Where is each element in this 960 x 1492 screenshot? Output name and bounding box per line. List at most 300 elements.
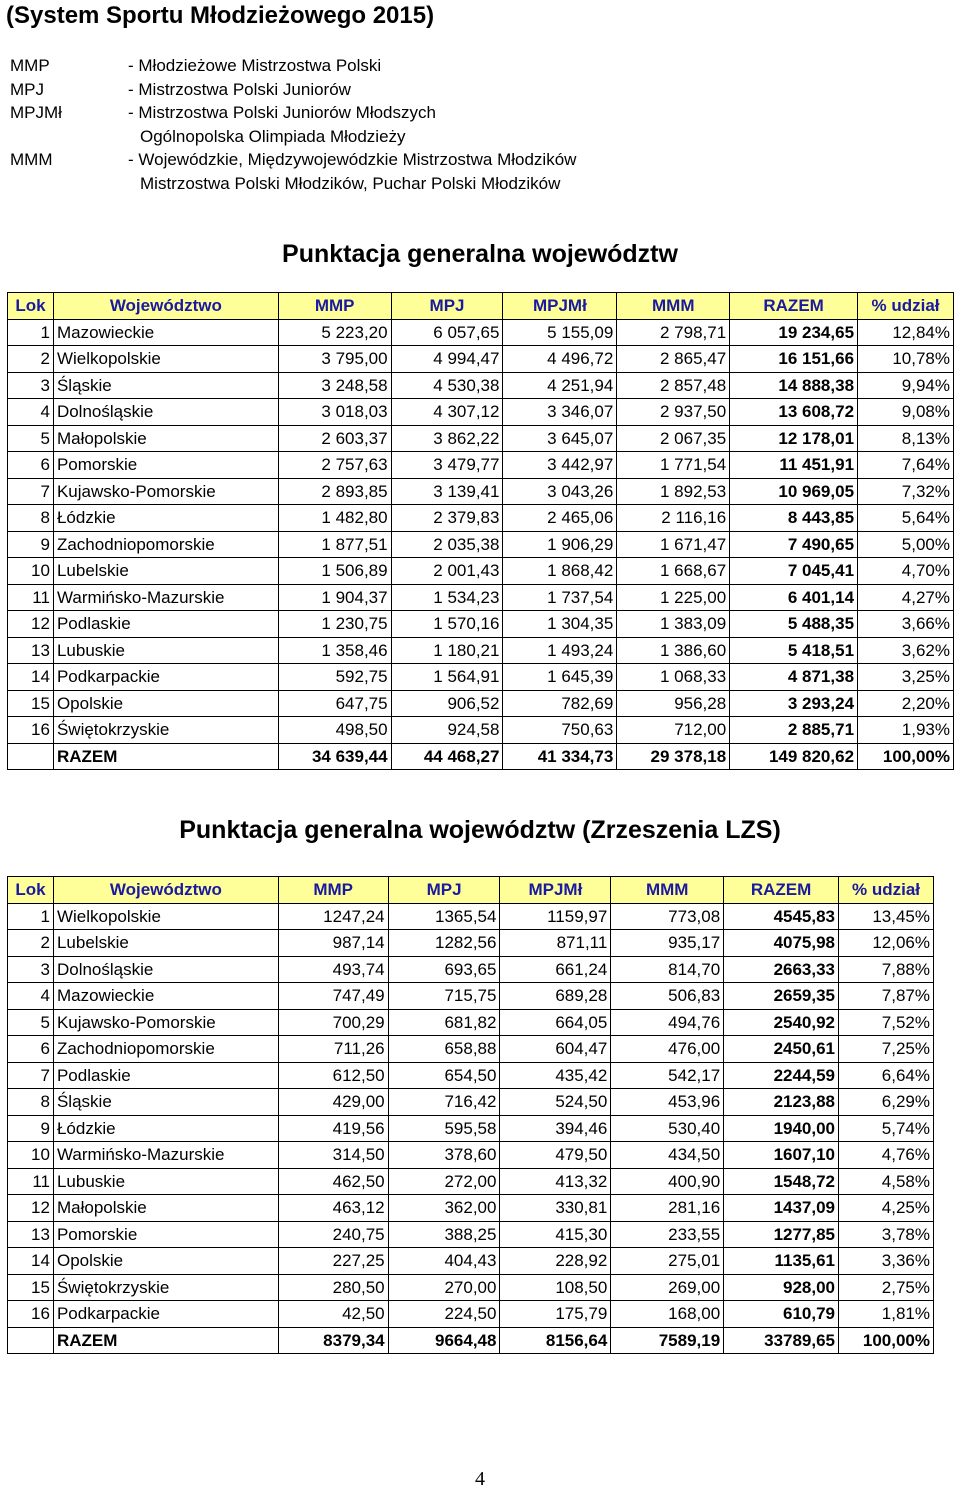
cell-mpjml: 689,28 <box>500 983 611 1010</box>
cell-mpjml: 1 868,42 <box>503 558 617 585</box>
cell-mpjml: 1 493,24 <box>503 637 617 664</box>
cell-udzial: 7,25% <box>839 1036 934 1063</box>
cell-wojewodztwo: Pomorskie <box>53 452 278 479</box>
cell-razem: 5 488,35 <box>730 611 858 638</box>
table-row <box>8 1221 934 1248</box>
table-row <box>8 346 954 373</box>
abbreviation-description: - Młodzieżowe Mistrzostwa Polski <box>128 56 382 75</box>
cell-mpj: 362,00 <box>388 1195 500 1222</box>
cell-razem: 7 045,41 <box>730 558 858 585</box>
cell-wojewodztwo: Kujawsko-Pomorskie <box>53 478 278 505</box>
cell-wojewodztwo: Wielkopolskie <box>53 903 278 930</box>
cell-mpjml: 871,11 <box>500 930 611 957</box>
cell-mpj: 924,58 <box>391 717 503 744</box>
cell-razem: 13 608,72 <box>730 399 858 426</box>
cell-udzial: 5,64% <box>858 505 954 532</box>
cell-razem: 8 443,85 <box>730 505 858 532</box>
cell-udzial: 3,36% <box>839 1248 934 1275</box>
cell-razem: 6 401,14 <box>730 584 858 611</box>
cell-mmm: 1 671,47 <box>617 531 730 558</box>
cell-lok: 3 <box>8 372 54 399</box>
cell-lok: 9 <box>8 531 54 558</box>
cell-lok: 8 <box>8 505 54 532</box>
cell-mpj: 1 570,16 <box>391 611 503 638</box>
cell-lok: 1 <box>8 319 54 346</box>
cell-mpj: 2 001,43 <box>391 558 503 585</box>
cell-wojewodztwo: Dolnośląskie <box>53 399 278 426</box>
cell-mmm: 1 892,53 <box>617 478 730 505</box>
table-row <box>8 983 934 1010</box>
cell-mpj: 715,75 <box>388 983 500 1010</box>
cell-udzial: 1,81% <box>839 1301 934 1328</box>
cell-lok: 14 <box>8 1248 54 1275</box>
cell-udzial: 7,88% <box>839 956 934 983</box>
cell-mmp: 280,50 <box>278 1274 388 1301</box>
abbreviation-row <box>10 172 930 196</box>
cell-mmp: 498,50 <box>278 717 391 744</box>
cell-mpj: 3 139,41 <box>391 478 503 505</box>
cell-lok: 10 <box>8 1142 54 1169</box>
cell-mpjml: 604,47 <box>500 1036 611 1063</box>
cell-lok: 4 <box>8 983 54 1010</box>
cell-wojewodztwo: Mazowieckie <box>53 983 278 1010</box>
cell-mpj: 224,50 <box>388 1301 500 1328</box>
cell-wojewodztwo: Zachodniopomorskie <box>53 1036 278 1063</box>
abbreviation-code: MPJMł <box>10 103 62 122</box>
cell-lok: 15 <box>8 690 54 717</box>
cell-mpjml: 524,50 <box>500 1089 611 1116</box>
table2-title-suffix: (Zrzeszenia LZS) <box>575 816 781 844</box>
cell-mpj: 1 534,23 <box>391 584 503 611</box>
cell-udzial: 7,32% <box>858 478 954 505</box>
abbreviation-list <box>10 54 930 195</box>
table-row <box>8 1301 934 1328</box>
cell-wojewodztwo: Lubelskie <box>53 930 278 957</box>
total-cell-lok <box>8 1327 54 1354</box>
cell-wojewodztwo: Małopolskie <box>53 1195 278 1222</box>
cell-mmm: 269,00 <box>611 1274 724 1301</box>
cell-udzial: 4,76% <box>839 1142 934 1169</box>
table-row <box>8 690 954 717</box>
cell-mmm: 773,08 <box>611 903 724 930</box>
cell-udzial: 2,20% <box>858 690 954 717</box>
cell-udzial: 10,78% <box>858 346 954 373</box>
page-number: 4 <box>475 1468 485 1490</box>
cell-wojewodztwo: Opolskie <box>53 1248 278 1275</box>
cell-lok: 5 <box>8 425 54 452</box>
table-row <box>8 505 954 532</box>
table-row <box>8 1274 934 1301</box>
cell-mmp: 1 877,51 <box>278 531 391 558</box>
total-row <box>8 1327 934 1354</box>
total-cell-mmm: 7589,19 <box>611 1327 724 1354</box>
cell-razem: 1277,85 <box>724 1221 839 1248</box>
column-header-mmm: MMM <box>611 877 724 904</box>
cell-mmp: 2 893,85 <box>278 478 391 505</box>
cell-mmm: 814,70 <box>611 956 724 983</box>
cell-wojewodztwo: Świętokrzyskie <box>53 717 278 744</box>
cell-lok: 4 <box>8 399 54 426</box>
table1-title <box>0 240 960 269</box>
cell-mmp: 493,74 <box>278 956 388 983</box>
cell-mmp: 711,26 <box>278 1036 388 1063</box>
cell-razem: 610,79 <box>724 1301 839 1328</box>
cell-udzial: 5,74% <box>839 1115 934 1142</box>
table-row <box>8 664 954 691</box>
cell-mpj: 4 307,12 <box>391 399 503 426</box>
abbreviation-code: MPJ <box>10 79 44 99</box>
abbreviation-row <box>10 54 930 78</box>
cell-mmp: 462,50 <box>278 1168 388 1195</box>
cell-wojewodztwo: Łódzkie <box>53 505 278 532</box>
column-header-mpjml: MPJMł <box>500 877 611 904</box>
abbreviation-description: Ogólnopolska Olimpiada Młodzieży <box>140 126 406 146</box>
cell-razem: 2659,35 <box>724 983 839 1010</box>
cell-wojewodztwo: Podlaskie <box>53 611 278 638</box>
column-header-udzial: % udział <box>858 293 954 320</box>
cell-mmp: 592,75 <box>278 664 391 691</box>
table-row <box>8 1168 934 1195</box>
cell-udzial: 6,64% <box>839 1062 934 1089</box>
cell-mmm: 1 386,60 <box>617 637 730 664</box>
cell-razem: 3 293,24 <box>730 690 858 717</box>
total-cell-mmp: 8379,34 <box>278 1327 388 1354</box>
cell-lok: 15 <box>8 1274 54 1301</box>
cell-wojewodztwo: Podkarpackie <box>53 1301 278 1328</box>
cell-lok: 3 <box>8 956 54 983</box>
cell-lok: 14 <box>8 664 54 691</box>
table2-title-main: Punktacja generalna województw <box>179 816 576 844</box>
total-cell-mmp: 34 639,44 <box>278 743 391 770</box>
cell-wojewodztwo: Świętokrzyskie <box>53 1274 278 1301</box>
cell-mpjml: 435,42 <box>500 1062 611 1089</box>
ranking-table-lzs <box>7 876 934 1354</box>
cell-mmm: 1 225,00 <box>617 584 730 611</box>
cell-razem: 12 178,01 <box>730 425 858 452</box>
cell-mpj: 272,00 <box>388 1168 500 1195</box>
column-header-lok: Lok <box>8 293 54 320</box>
cell-udzial: 7,87% <box>839 983 934 1010</box>
table-row <box>8 372 954 399</box>
cell-lok: 12 <box>8 611 54 638</box>
cell-mpjml: 3 043,26 <box>503 478 617 505</box>
cell-mmm: 712,00 <box>617 717 730 744</box>
cell-mmp: 2 603,37 <box>278 425 391 452</box>
cell-mmm: 494,76 <box>611 1009 724 1036</box>
cell-wojewodztwo: Śląskie <box>53 372 278 399</box>
cell-mmp: 647,75 <box>278 690 391 717</box>
cell-udzial: 13,45% <box>839 903 934 930</box>
cell-wojewodztwo: Lubuskie <box>53 1168 278 1195</box>
cell-wojewodztwo: Zachodniopomorskie <box>53 531 278 558</box>
cell-udzial: 9,94% <box>858 372 954 399</box>
table-row <box>8 478 954 505</box>
cell-lok: 7 <box>8 1062 54 1089</box>
cell-mmm: 1 068,33 <box>617 664 730 691</box>
cell-udzial: 4,70% <box>858 558 954 585</box>
cell-mmp: 5 223,20 <box>278 319 391 346</box>
cell-lok: 16 <box>8 717 54 744</box>
column-header-razem: RAZEM <box>730 293 858 320</box>
cell-lok: 2 <box>8 930 54 957</box>
cell-razem: 4075,98 <box>724 930 839 957</box>
cell-mmm: 1 771,54 <box>617 452 730 479</box>
cell-lok: 7 <box>8 478 54 505</box>
cell-mmp: 419,56 <box>278 1115 388 1142</box>
cell-mpjml: 3 442,97 <box>503 452 617 479</box>
cell-razem: 1437,09 <box>724 1195 839 1222</box>
column-header-mpjml: MPJMł <box>503 293 617 320</box>
cell-mmm: 275,01 <box>611 1248 724 1275</box>
table-row <box>8 903 934 930</box>
cell-udzial: 3,78% <box>839 1221 934 1248</box>
cell-mpj: 1365,54 <box>388 903 500 930</box>
cell-mpjml: 1 906,29 <box>503 531 617 558</box>
column-header-mmm: MMM <box>617 293 730 320</box>
cell-wojewodztwo: Mazowieckie <box>53 319 278 346</box>
cell-mpjml: 782,69 <box>503 690 617 717</box>
cell-mpj: 906,52 <box>391 690 503 717</box>
cell-mmp: 240,75 <box>278 1221 388 1248</box>
cell-udzial: 4,27% <box>858 584 954 611</box>
cell-udzial: 2,75% <box>839 1274 934 1301</box>
table-row <box>8 956 934 983</box>
cell-razem: 4 871,38 <box>730 664 858 691</box>
cell-mpjml: 4 251,94 <box>503 372 617 399</box>
cell-mpj: 6 057,65 <box>391 319 503 346</box>
cell-wojewodztwo: Pomorskie <box>53 1221 278 1248</box>
cell-wojewodztwo: Śląskie <box>53 1089 278 1116</box>
table-row <box>8 1195 934 1222</box>
cell-mpj: 693,65 <box>388 956 500 983</box>
table-row <box>8 1248 934 1275</box>
cell-mpjml: 1159,97 <box>500 903 611 930</box>
cell-udzial: 12,84% <box>858 319 954 346</box>
cell-razem: 5 418,51 <box>730 637 858 664</box>
cell-udzial: 8,13% <box>858 425 954 452</box>
cell-mmm: 476,00 <box>611 1036 724 1063</box>
cell-lok: 6 <box>8 452 54 479</box>
cell-mmm: 2 865,47 <box>617 346 730 373</box>
cell-mpjml: 108,50 <box>500 1274 611 1301</box>
cell-razem: 14 888,38 <box>730 372 858 399</box>
cell-lok: 16 <box>8 1301 54 1328</box>
cell-mpjml: 175,79 <box>500 1301 611 1328</box>
ranking-table-general <box>7 292 954 770</box>
cell-wojewodztwo: Lubuskie <box>53 637 278 664</box>
cell-mpjml: 415,30 <box>500 1221 611 1248</box>
cell-mmm: 530,40 <box>611 1115 724 1142</box>
abbreviation-row <box>10 78 930 102</box>
cell-razem: 1135,61 <box>724 1248 839 1275</box>
cell-mmm: 1 668,67 <box>617 558 730 585</box>
cell-udzial: 3,25% <box>858 664 954 691</box>
cell-wojewodztwo: Małopolskie <box>53 425 278 452</box>
table-row <box>8 425 954 452</box>
total-cell-razem: 33789,65 <box>724 1327 839 1354</box>
abbreviation-row <box>10 148 930 172</box>
cell-lok: 6 <box>8 1036 54 1063</box>
cell-mpj: 658,88 <box>388 1036 500 1063</box>
table-row <box>8 531 954 558</box>
table-row <box>8 717 954 744</box>
abbreviation-description: - Wojewódzkie, Międzywojewódzkie Mistrzostwa Młodzików <box>128 150 577 169</box>
cell-razem: 11 451,91 <box>730 452 858 479</box>
cell-razem: 1607,10 <box>724 1142 839 1169</box>
cell-mpj: 1282,56 <box>388 930 500 957</box>
abbreviation-description: - Mistrzostwa Polski Juniorów Młodszych <box>128 103 436 122</box>
cell-mmm: 2 067,35 <box>617 425 730 452</box>
cell-wojewodztwo: Opolskie <box>53 690 278 717</box>
cell-mpj: 388,25 <box>388 1221 500 1248</box>
cell-razem: 2244,59 <box>724 1062 839 1089</box>
cell-razem: 1548,72 <box>724 1168 839 1195</box>
table-row <box>8 452 954 479</box>
table-row <box>8 558 954 585</box>
table-row <box>8 319 954 346</box>
cell-udzial: 1,93% <box>858 717 954 744</box>
cell-mmp: 612,50 <box>278 1062 388 1089</box>
total-cell-udzial: 100,00% <box>858 743 954 770</box>
cell-mmm: 542,17 <box>611 1062 724 1089</box>
table-row <box>8 1009 934 1036</box>
cell-mmp: 463,12 <box>278 1195 388 1222</box>
column-header-mpj: MPJ <box>388 877 500 904</box>
cell-wojewodztwo: Podkarpackie <box>53 664 278 691</box>
cell-mmp: 3 018,03 <box>278 399 391 426</box>
cell-mmp: 2 757,63 <box>278 452 391 479</box>
table-row <box>8 1089 934 1116</box>
table-row <box>8 399 954 426</box>
cell-wojewodztwo: Dolnośląskie <box>53 956 278 983</box>
cell-mpj: 1 180,21 <box>391 637 503 664</box>
cell-mpj: 4 994,47 <box>391 346 503 373</box>
column-header-mmp: MMP <box>278 877 388 904</box>
cell-udzial: 4,25% <box>839 1195 934 1222</box>
cell-udzial: 5,00% <box>858 531 954 558</box>
table-row <box>8 930 934 957</box>
abbreviation-code <box>10 172 128 196</box>
cell-mmm: 506,83 <box>611 983 724 1010</box>
document-heading: (System Sportu Młodzieżowego 2015) <box>6 2 435 29</box>
table1-title-main: Punktacja generalna województw <box>282 240 678 268</box>
cell-razem: 2123,88 <box>724 1089 839 1116</box>
table-row <box>8 1062 934 1089</box>
cell-mpj: 716,42 <box>388 1089 500 1116</box>
cell-mpj: 2 379,83 <box>391 505 503 532</box>
cell-razem: 7 490,65 <box>730 531 858 558</box>
cell-mmp: 747,49 <box>278 983 388 1010</box>
cell-razem: 2663,33 <box>724 956 839 983</box>
cell-mmm: 935,17 <box>611 930 724 957</box>
total-cell-wojewodztwo: RAZEM <box>53 743 278 770</box>
cell-mpj: 4 530,38 <box>391 372 503 399</box>
cell-lok: 5 <box>8 1009 54 1036</box>
cell-mmp: 3 248,58 <box>278 372 391 399</box>
abbreviation-description: Mistrzostwa Polski Młodzików, Puchar Polski Młodzików <box>140 173 561 193</box>
cell-lok: 2 <box>8 346 54 373</box>
cell-wojewodztwo: Wielkopolskie <box>53 346 278 373</box>
cell-udzial: 9,08% <box>858 399 954 426</box>
cell-mmm: 2 116,16 <box>617 505 730 532</box>
cell-lok: 13 <box>8 1221 54 1248</box>
cell-mmp: 1 358,46 <box>278 637 391 664</box>
cell-razem: 2450,61 <box>724 1036 839 1063</box>
table-row <box>8 1115 934 1142</box>
cell-udzial: 12,06% <box>839 930 934 957</box>
cell-lok: 13 <box>8 637 54 664</box>
cell-razem: 10 969,05 <box>730 478 858 505</box>
abbreviation-row <box>10 101 930 125</box>
cell-razem: 1940,00 <box>724 1115 839 1142</box>
cell-mpjml: 664,05 <box>500 1009 611 1036</box>
cell-mpj: 378,60 <box>388 1142 500 1169</box>
cell-lok: 11 <box>8 584 54 611</box>
cell-wojewodztwo: Warmińsko-Mazurskie <box>53 584 278 611</box>
cell-mpjml: 330,81 <box>500 1195 611 1222</box>
cell-mpj: 595,58 <box>388 1115 500 1142</box>
cell-udzial: 7,52% <box>839 1009 934 1036</box>
cell-razem: 2540,92 <box>724 1009 839 1036</box>
cell-mpj: 1 564,91 <box>391 664 503 691</box>
cell-lok: 11 <box>8 1168 54 1195</box>
cell-mpj: 270,00 <box>388 1274 500 1301</box>
cell-mmp: 700,29 <box>278 1009 388 1036</box>
total-cell-mmm: 29 378,18 <box>617 743 730 770</box>
cell-lok: 10 <box>8 558 54 585</box>
cell-mpjml: 394,46 <box>500 1115 611 1142</box>
cell-mmm: 453,96 <box>611 1089 724 1116</box>
cell-udzial: 3,66% <box>858 611 954 638</box>
cell-wojewodztwo: Warmińsko-Mazurskie <box>53 1142 278 1169</box>
cell-mpjml: 750,63 <box>503 717 617 744</box>
total-cell-razem: 149 820,62 <box>730 743 858 770</box>
cell-udzial: 7,64% <box>858 452 954 479</box>
cell-lok: 1 <box>8 903 54 930</box>
cell-udzial: 6,29% <box>839 1089 934 1116</box>
column-header-udzial: % udział <box>839 877 934 904</box>
cell-mmm: 2 798,71 <box>617 319 730 346</box>
cell-wojewodztwo: Lubelskie <box>53 558 278 585</box>
cell-mpjml: 661,24 <box>500 956 611 983</box>
total-cell-mpjml: 8156,64 <box>500 1327 611 1354</box>
cell-wojewodztwo: Podlaskie <box>53 1062 278 1089</box>
cell-mmp: 1247,24 <box>278 903 388 930</box>
total-cell-mpj: 9664,48 <box>388 1327 500 1354</box>
abbreviation-row <box>10 125 930 149</box>
cell-mmp: 987,14 <box>278 930 388 957</box>
cell-mpjml: 3 346,07 <box>503 399 617 426</box>
cell-mmm: 400,90 <box>611 1168 724 1195</box>
cell-lok: 9 <box>8 1115 54 1142</box>
cell-mpj: 2 035,38 <box>391 531 503 558</box>
cell-mmm: 168,00 <box>611 1301 724 1328</box>
cell-mpjml: 228,92 <box>500 1248 611 1275</box>
cell-mpjml: 1 737,54 <box>503 584 617 611</box>
column-header-mpj: MPJ <box>391 293 503 320</box>
table-row <box>8 584 954 611</box>
table-row <box>8 637 954 664</box>
cell-mmp: 1 904,37 <box>278 584 391 611</box>
cell-mmm: 281,16 <box>611 1195 724 1222</box>
cell-mpj: 654,50 <box>388 1062 500 1089</box>
cell-mmp: 1 230,75 <box>278 611 391 638</box>
table-row <box>8 1036 934 1063</box>
cell-razem: 16 151,66 <box>730 346 858 373</box>
total-cell-mpjml: 41 334,73 <box>503 743 617 770</box>
total-cell-mpj: 44 468,27 <box>391 743 503 770</box>
cell-mpj: 3 479,77 <box>391 452 503 479</box>
